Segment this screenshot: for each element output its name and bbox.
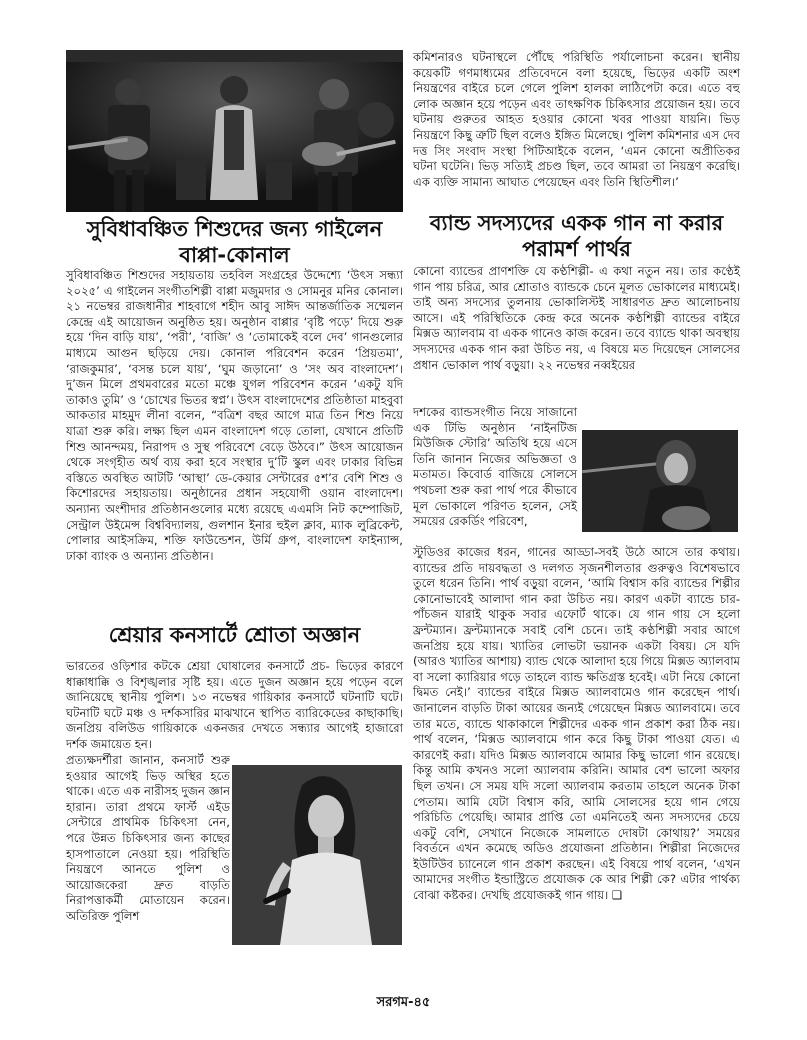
story-partha-part-c: স্টুডিওর কাজের ধরন, গানের আড্ডা-সবই উঠে আসে তার কথায়। ব্যান্ডের প্রতি দায়বদ্ধতা ও দলগত সৃজনশীলতার গুরুত্বও বিশেষভাবে তুলে ধরেন তিনি। পার্থ বড়ুয়া বলেন, ‘আমি বিশ্বাস করি ব্যান্ডের শিল্পীর কোনোভাবেই আলাদা গান করা উচিত নয়। কারণ একটা ব্যান্ডে চার-পাঁচজন যারাই থাকুক সবার এফোর্ট থাকে। যে গান গায় সে হলো ফ্রন্টম্যান। ফ্রন্টম্যানকে সবাই বেশি চেনে। তাই কণ্ঠশিল্পী সবার আগে জনপ্রিয় হয়ে যায়। খ্যাতির লোভটা ভয়ানক একটা বিষয়। সে যদি (আরও খ্যাতির আশায়) ব্যান্ড থেকে আলাদা হয়ে গিয়ে মিক্সড অ্যালবাম বা সলো ক্যারিয়ার গড়ে তাহলে ব্যান্ড ক্ষতিগ্রস্ত হবেই। এটা নিয়ে কোনো দ্বিমত নেই।’ ব্যান্ডের বাইরে মিক্সড অ্যালবামেও গান করেছেন পার্থ। জানালেন বাড়তি টাকা আয়ের জন্যই গেয়েছেন মিক্সড অ্যালবামে। তবে তার মতে, ব্যান্ডে থাকাকালে শিল্পীদের একক গান প্রকাশ করা ঠিক নয়। পার্থ বলেন, ‘মিক্সড অ্যালবামে গান করে কিছু টাকা পাওয়া যেত। এ কারণেই করা। যদিও মিক্সড অ্যালবামে আমার কিছু ভালো গান রয়েছে। কিন্তু আমি কখনও সলো অ্যালবাম করিনি। আমার বেশ ভালো অফার ছিল তখন। সে সময় যদি সলো অ্যালবাম করতাম তাহলে অনেক টাকা পেতাম। আমি যেটা বিশ্বাস করি, আমি সোলসের হয়ে গান গেয়ে পরিচিতি পেয়েছি। আমার প্রাপ্তি তো এমনিতেই অন্য সদস্যদের চেয়ে একটু বেশি, সেখানে নিজেকে সামলাতে দোষটা কোথায়?’ সময়ের বিবর্তনে এখন কমেছে অডিও প্রযোজনা প্রতিষ্ঠান। শিল্পীরা নিজেদের ইউটিউব চ্যানেলে গান প্রকাশ করছেন। এই বিষয়ে পার্থ বলেন, ‘এখন আমাদের সংগীত ইন্ডাস্ট্রিতে প্রযোজক কে আর শিল্পী কে? এটার পার্থক্য বোঝা কষ্টকর। দেখছি প্রযোজকই গান গায়। ❑ [413,545,740,903]
story-partha-part-b: দশকের ব্যান্ডসংগীত নিয়ে সাজানো এক টিভি অনুষ্ঠান ‘নাইনটিজ মিউজিক স্টোরি’ অতিথি হয়ে এসে তিনি জানান নিজের অভিজ্ঞতা ও মতামত। কিবোর্ড বাজিয়ে সোলসে পথচলা শুরু করা পার্থ পরে কীভাবে মূল ভোকালে পরিণত হলেন, সেই সময়ের রেকর্ডিং পরিবেশ, [413,405,577,529]
story-partha-part-a: কোনো ব্যান্ডের প্রাণশক্তি যে কণ্ঠশিল্পী- এ কথা নতুন নয়। তার কণ্ঠেই গান পায় চরিত্র, আর শ্রোতাও ব্যান্ডকে চেনে মূলত ভোকালের মাধ্যমেই। তাই অন্য সদস্যের তুলনায় ভোকালিস্টই সাধারণত দ্রুত আলোচনায় আসে। এই পরিস্থিতিকে কেন্দ্র করে অনেক কণ্ঠশিল্পী ব্যান্ডের বাইরে মিক্সড অ্যালবাম বা একক গানেও কাজ করেন। তবে ব্যান্ডে থাকা অবস্থায় সদস্যদের একক গান করা উচিত নয়, এ বিষয়ে মত দিয়েছেন সোলসের প্রধান ভোকাল পার্থ বড়ুয়া। ২২ নভেম্বর নব্বইয়ের [413,264,740,372]
story-shreya-continued: কমিশনারও ঘটনাস্থলে পৌঁছে পরিস্থিতি পর্যালোচনা করেন। স্থানীয় কয়েকটি গণমাধ্যমের প্রতিবেদনে বলা হয়েছে, ভিড়ের একটি অংশ নিয়ন্ত্রণের বাইরে চলে গেলে পুলিশ হালকা লাঠিপেটা করে। এতে বহু লোক অজ্ঞান হয়ে পড়েন এবং তাৎক্ষণিক চিকিৎসার প্রয়োজন হয়। তবে ঘটনায় গুরুতর আহত হওয়ার কোনো খবর পাওয়া যায়নি। ভিড় নিয়ন্ত্রণে কিছু ত্রুটি ছিল বলেও ইঙ্গিত মিলেছে। পুলিশ কমিশনার এস দেব দত্ত সিং সংবাদ সংস্থা পিটিআইকে বলেন, ‘এমন কোনো অপ্রীতিকর ঘটনা ঘটেনি। ভিড় সত্যিই প্রচণ্ড ছিল, তবে আমরা তা নিয়ন্ত্রণ করেছি। এক ব্যক্তি সামান্য আঘাত পেয়েছেন এবং তিনি স্থিতিশীল।’ [413,50,740,189]
headline-bappa-konal: সুবিধাবঞ্চিত শিশুদের জন্য গাইলেন বাপ্পা-কোনাল [86,217,383,267]
guitarist-illustration [582,430,738,532]
story-bappa-konal: সুবিধাবঞ্চিত শিশুদের সহায়তায় তহবিল সংগ্রহের উদ্দেশ্যে ‘উৎস সন্ধ্যা ২০২৫’ এ গাইলেন সংগীতশিল্পী বাপ্পা মজুমদার ও সোমনুর মনির কোনাল। ২১ নভেম্বর রাজধানীর শাহবাগে শহীদ আবু সাঈদ আন্তর্জাতিক সম্মেলন কেন্দ্রে এই আয়োজন অনুষ্ঠিত হয়। অনুষ্ঠান বাপ্পার ‘বৃষ্টি পড়ে’ দিয়ে শুরু হয়ে ‘দিন বাড়ি যায়’, ‘পরী’, ‘বাজি’ ও ‘তোমাকেই বলে দেব’ গানগুলোর মাধ্যমে আগুন ছড়িয়ে দেয়। কোনাল পরিবেশন করেন ‘প্রিয়তমা’, ‘রাজকুমার’, ‘বসন্ত চলে যায়’, ‘ঘুম জড়ানো’ ও ‘সং অব বাংলাদেশ’। দু’জন মিলে প্রথমবারের মতো মঞ্চে যুগল পরিবেশন করেন ‘একটু যদি তাকাও তুমি’ ও ‘চোখের ভিতর স্বপ্ন’। উৎস বাংলাদেশের প্রতিষ্ঠাতা মাহবুবা আকতার মাহমুদ লীনা বলেন, “বত্রিশ বছর আগে মাত্র তিন শিশু নিয়ে যাত্রা শুরু করি। লক্ষ্য ছিল এমন বাংলাদেশ গড়ে তোলা, যেখানে প্রতিটি শিশু আনন্দময়, নিরাপদ ও সুস্থ পরিবেশে বেড়ে উঠবে।” উৎস আয়োজন থেকে সংগৃহীত অর্থ ব্যয় করা হবে সংস্থার দু’টি স্কুল এবং ঢাকার বিভিন্ন বস্তিতে অবস্থিত আটটি ‘আস্থা’ ডে-কেয়ার সেন্টারের ৫শ’র বেশি শিশু ও কিশোরদের সহায়তায়। অনুষ্ঠানের প্রধান সহযোগী ওয়ান বাংলাদেশ। অন্যান্য অংশীদার প্রতিষ্ঠানগুলোর মধ্যে রয়েছে এএমসি নিট কম্পোজিট, সেন্ট্রাল উইমেন্স বিশ্ববিদ্যালয়, গুলশান ইনার হুইল ক্লাব, ম্যাক লুব্রিকেন্ট, পোলার আইসক্রিম, শক্তি ফাউন্ডেশন, উর্মি গ্রুপ, বাংলাদেশ ফাইন্যান্স, ঢাকা ব্যাংক ও অন্যান্য প্রতিষ্ঠান। [66,268,403,563]
band-stage-illustration [66,50,403,212]
band-stage-photo [66,50,403,212]
singer-illustration [232,765,402,945]
page-number: সরগম-৪৫ [376,995,431,1010]
partha-barua-photo [582,430,738,532]
headline-shreya-concert: শ্রেয়ার কনসার্টে শ্রোতা অজ্ঞান [108,623,361,647]
headline-partha-barua: ব্যান্ড সদস্যদের একক গান না করার পরামর্শ পার্থর [429,211,724,261]
story-shreya-part-a: ভারতের ওড়িশার কটকে শ্রেয়া ঘোষালের কনসার্টে প্রচ- ভিড়ের কারণে ধাক্কাধাক্কি ও বিশৃঙ্খলার সৃষ্টি হয়। এতে দুজন অজ্ঞান হয়ে পড়েন বলে জানিয়েছে স্থানীয় পুলিশ। ১৩ নভেম্বর গায়িকার কনসার্টে ঘটনাটি ঘটে। ঘটনাটি ঘটে মঞ্চ ও দর্শকসারির মাঝখানে স্থাপিত ব্যারিকেডের কাছাকাছি। জনপ্রিয় বলিউড গায়িকাকে একনজর দেখতে সন্ধ্যার আগেই হাজারো দর্শক জমায়েত হন। [66,659,403,751]
shreya-ghoshal-photo [232,765,402,945]
story-shreya-part-b: প্রত্যক্ষদর্শীরা জানান, কনসার্ট শুরু হওয়ার আগেই ভিড় অস্থির হতে থাকে। এতে এক নারীসহ দুজন জ্ঞান হারান। তারা প্রথমে ফার্স্ট এইড সেন্টারে প্রাথমিক চিকিৎসা নেন, পরে উন্নত চিকিৎসার জন্য কাছের হাসপাতালে নেওয়া হয়। পরিস্থিতি নিয়ন্ত্রণে আনতে পুলিশ ও আয়োজকেরা দ্রুত বাড়তি নিরাপত্তাকর্মী মোতায়েন করেন। অতিরিক্ত পুলিশ [66,753,230,923]
